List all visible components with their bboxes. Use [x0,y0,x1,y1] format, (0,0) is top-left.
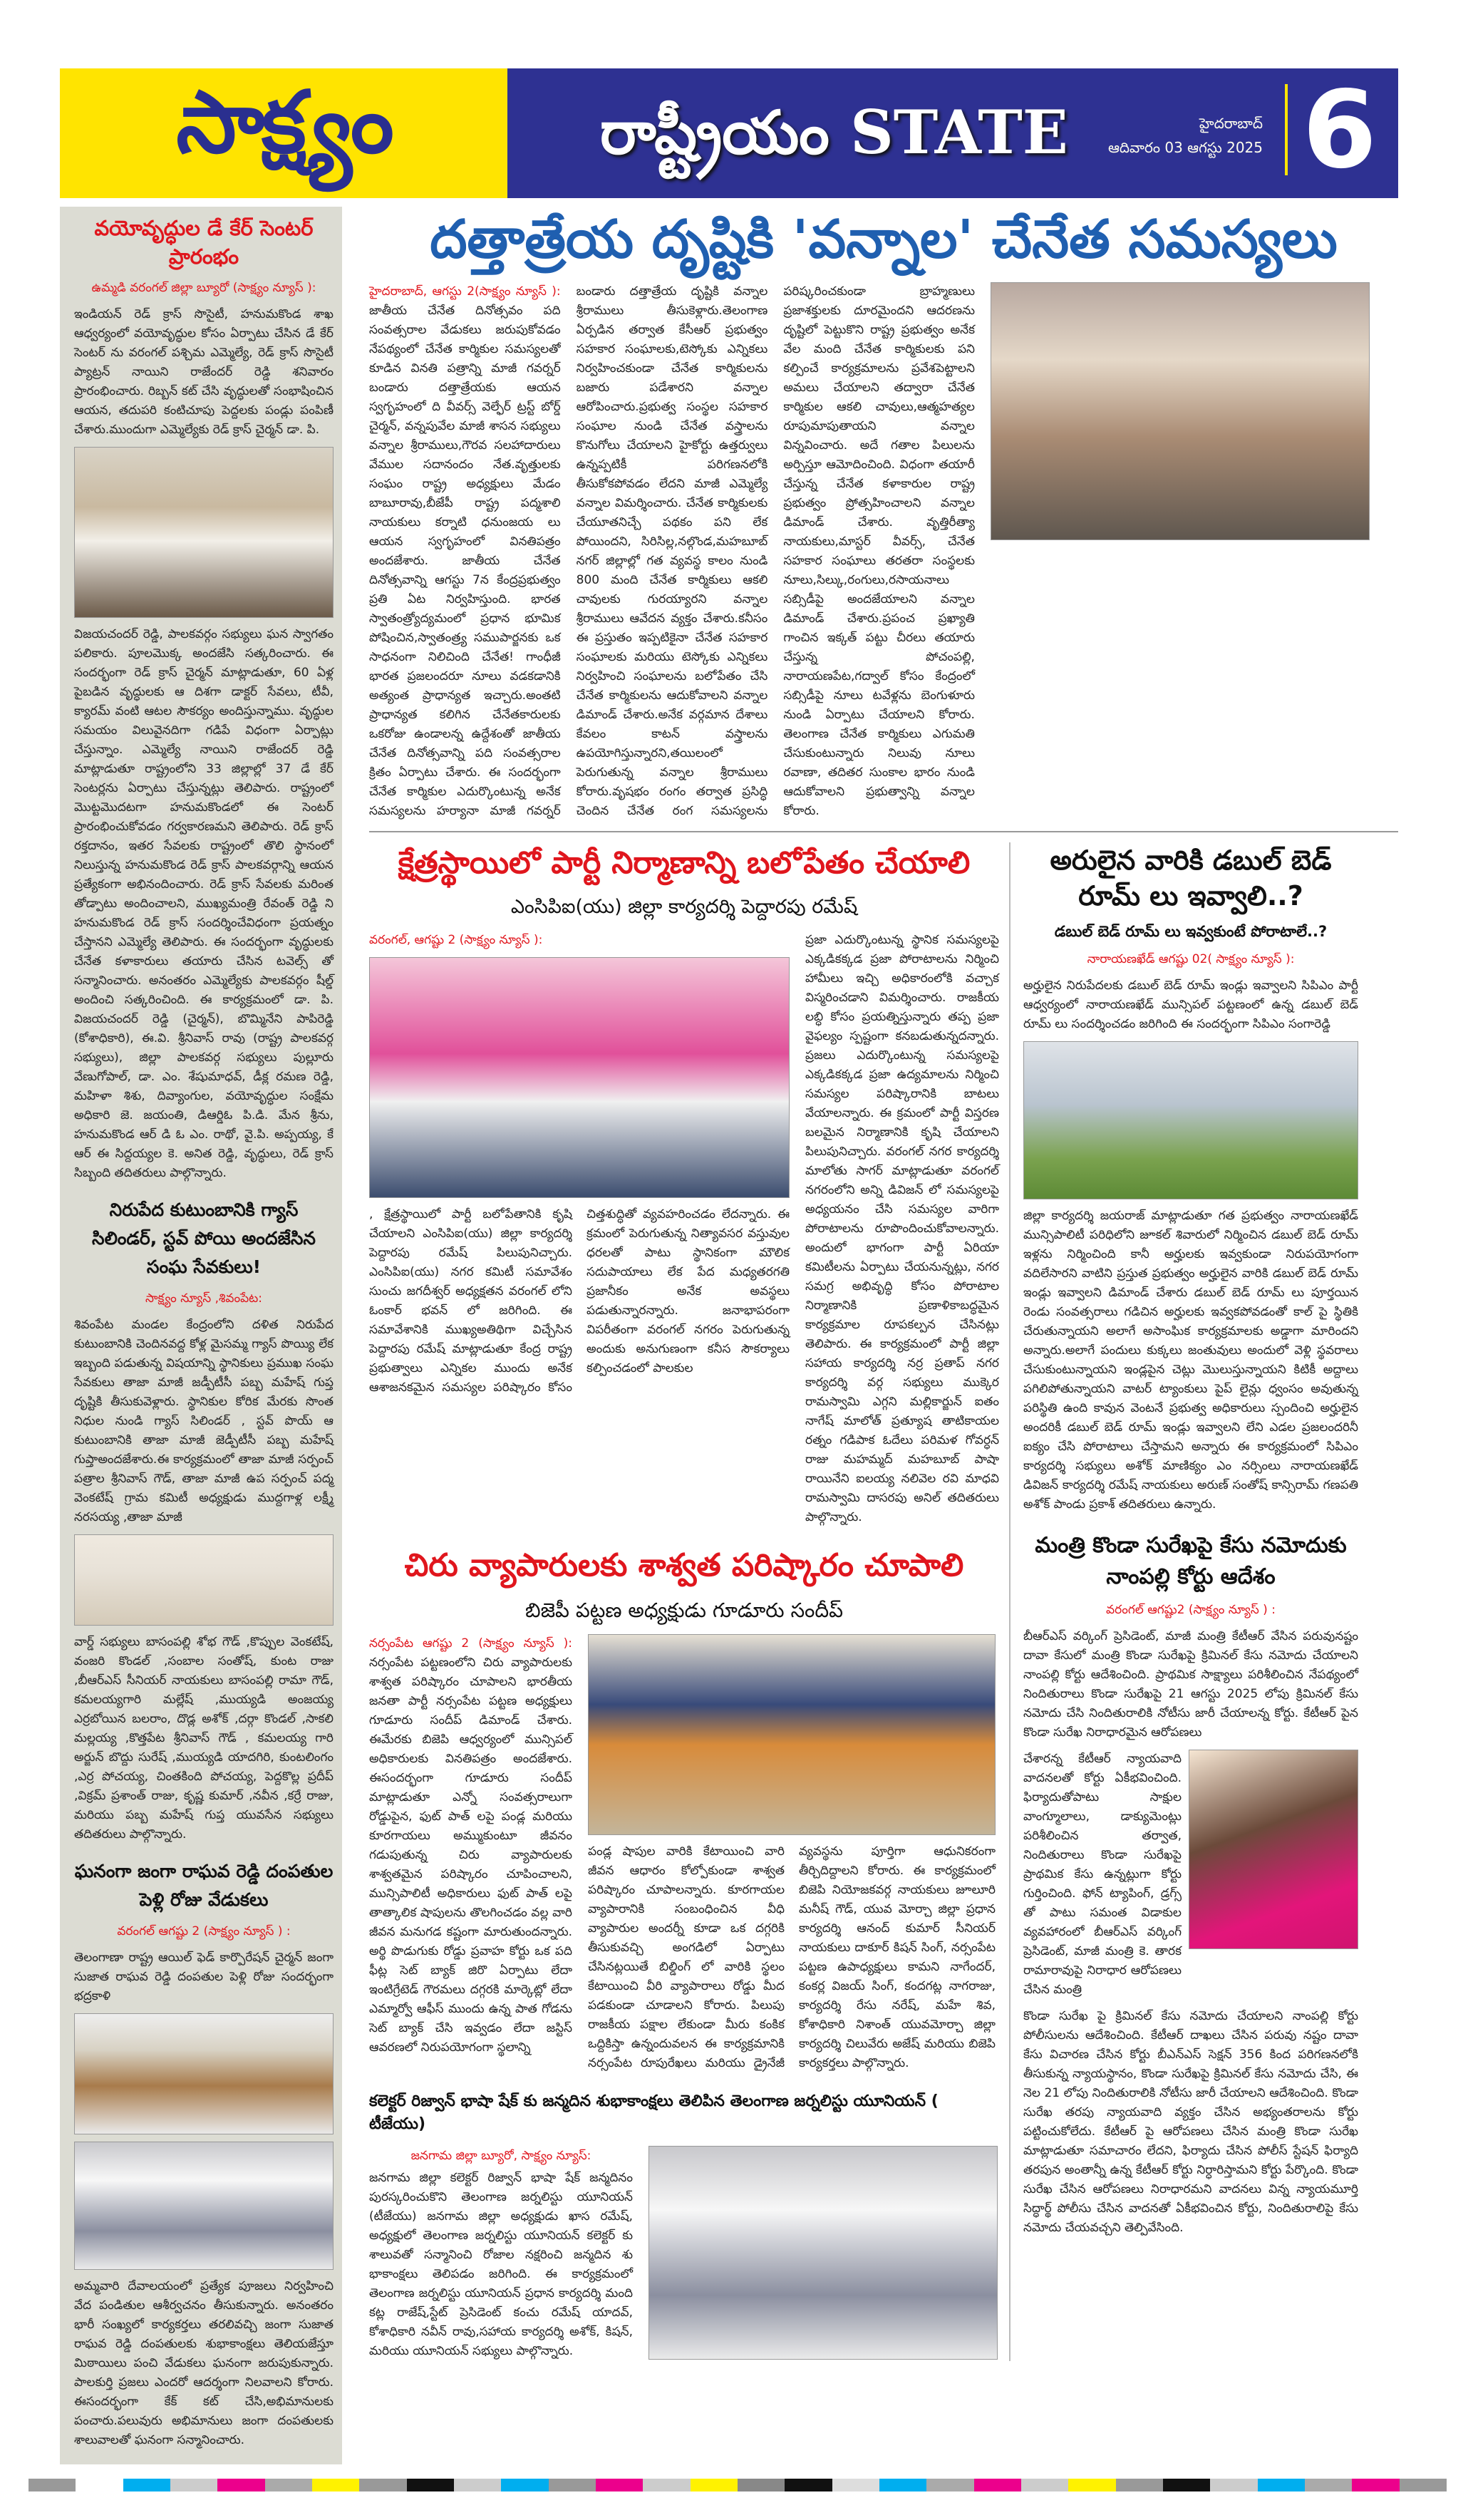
article-body: శివంపేట మండల కేంద్రంలోని దళిత నిరుపేద కుటుంబానికి చెందినవద్ద కోళ్ల మైసమ్మ గ్యాస్ పొయ్యి లేక ఇబ్బంది పడుతున్న విషయాన్ని స్థానికులు ప్రముఖ సంఘ సేవకులు తాజా మాజీ జడ్పీటీసీ పబ్బ మహేష్ గుప్త దృష్టికి తీసుకువెళ్లారు. స్థానికుల కోరిక మేరకు సొంత నిధుల నుండి గ్యాస్ సిలిండర్ , స్టవ్ పొయ్ ఆ కుటుంబానికి తాజా మాజీ జెడ్పీటీసీ పబ్బ మహేష్ గుప్తాఅందజేశారు.ఈ కార్యక్రమంలో తాజా మాజీ సర్పంచ్ పత్రాల శ్రీనివాస్ గౌడ్, తాజా మాజీ ఉప సర్పంచ్ పద్మ వెంకటేష్ గ్రామ కమిటీ అధ్యక్షుడు ముద్దగాళ్ల లక్ష్మీ నరసయ్య ,తాజా మాజీ [74,1318,334,1524]
lead-headline: దత్తాత్రేయ దృష్టికి 'వన్నాల' చేనేత సమస్యలు [430,209,1338,270]
dateline: నర్సంపేట ఆగష్టు 2 (సాక్ష్యం న్యూస్ ): [369,1636,572,1651]
article-byline: జనగామ జిల్లా బ్యూరో, సాక్ష్యం న్యూస్: [410,2149,591,2163]
photo-day-care-inauguration [74,447,334,618]
article-body: వార్డ్ సభ్యులు బాసంపల్లి శోభ గౌడ్ ,కొప్పుల వెంకటేష్, వంజరి కొండల్ ,సంబాల సంతోష్, కుంట రాజు ,బీఆర్ఎస్ సీనియర్ నాయకులు బాసంపల్లి రామా గౌడ్, కమలయ్యగారి మల్లేష్ ,ముయ్యడి అంజయ్య ఎర్రబోయిన బలరాం, దొడ్ల అశోక్ ,దర్గా కొండల్ ,సాకలి మల్లయ్య ,కొత్తపేట శ్రీనివాస్ గౌడ్ , కమలయ్య గారి అర్జున్ బొద్దు సురేష్ ,ముయ్యడి యాదగిరి, కుంటలింగం ,ఎర్ర పోచయ్య, చింతకింది పోచయ్య, పెద్దకొల్ల ప్రదీప్ ,విక్రమ్ ప్రశాంత్ రాజు, కృష్ణ కుమార్ ,నవీన ,కర్రే రాజు, మరియు పబ్బ మహేష్ గుప్త యువసేన సభ్యులు తదితరులు పాల్గొన్నారు. [74,1635,334,1842]
article-body: జిల్లా కార్యదర్శి జయరాజ్ మాట్లాడుతూ గత ప్రభుత్వం నారాయణఖేడ్ మున్సిపాలిటీ పరిధిలోని జూకల్ శివారులో నిర్మించిన డబుల్ బెడ్ రూమ్ ఇళ్లను నిర్మించింది కానీ అర్హులకు ఇవ్వకుండా నిరుపయోగంగా వదిలేసారని వాటిని ప్రస్తుత ప్రభుత్వం అర్హులైన వారికి డబుల్ బెడ్ రూమ్ ఇండ్లు ఇవ్వాలని డిమాండ్ చేశారు డబుల్ బెడ్ రూమ్ లు పూర్తయిన రెండు సంవత్సరాలు గడిచిన అర్హులకు ఇవ్వకపోవడంతో కాల్ పై స్థితికి చేరుతున్నాయని అలాగే అసాంఘిక కార్యక్రమాలకు అడ్డాగా మారిందని అన్నారు.అలాగే పందులు కుక్కలు జంతువులు అందులో వెళ్లి స్థవరాలు చేసుకుంటున్నాయని ఇండ్లపైన చెట్లు మొలుస్తున్నాయని కిటికీ అద్దాలు పగిలిపోతున్నాయని వాటర్ ట్యాంకులు పైప్ లైన్లు ధ్వంసం అవుతున్న పరిస్థితి ఉంది కావున వెంటనే ప్రభుత్వ అధికారులు స్పందించి అర్హులైన అందరికీ డబుల్ బెడ్ రూమ్ ఇండ్లు ఇవ్వాలని లేని ఎడల ప్రజలందరినీ ఐక్యం చేసి పోరాటాలు చేస్తామని అన్నారు ఈ కార్యక్రమంలో సిపిఎం కార్యదర్శి సభ్యులు అశోక్ మాణిక్యం ఎం నర్సింలు నారాయణఖేడ్ డివిజన్ కార్యదర్శి రమేష్ నాయకులు అరుణ్ సంతోష్ కాన్సిరామ్ గణపతి అశోక్ పాండు ప్రకాశ్ తదితరులు ఉన్నారు. [1023,1209,1358,1512]
photo-double-bedroom-visit [1023,1041,1358,1199]
print-registration-bar [29,2479,1447,2491]
divider [369,831,1398,832]
dateline: వరంగల్, ఆగష్టు 2 (సాక్ష్యం న్యూస్ ): [369,933,543,947]
article-headline: ఘనంగా జంగా రాఘవ రెడ్డి దంపతుల పెళ్లి రోజు వేడుకలు [74,1861,334,1910]
lead-body [369,282,975,821]
article-body: కొండా సురేఖ పై క్రిమినల్ కేసు నమోదు చేయాలని నాంపల్లి కోర్టు పోలీసులను ఆదేశించింది. కేటీఆర్ దాఖలు చేసిన పరువు నష్టం దావా కేసు విచారణ చేసిన కోర్టు బీఎన్ఎస్ సెక్షన్ 356 కింద పరిగణనలోకి తీసుకున్న న్యాయస్థానం, కొండా సురేఖపై క్రిమినల్ కేసు నమోదు చేసి, ఈ నెల 21 లోపు నిందితురాలికి నోటీసు జారీ చేయాలని ఆదేశించింది. కొండా సురేఖ తరపు న్యాయవాది వ్యక్తం చేసిన అభ్యంతరాలను కోర్టు పట్టించుకోలేదు. కేటీఆర్ పై ఆరోపణలు చేసిన మంత్రి కొండా సురేఖ మాట్లాడుతూ సమాచారం లేదని, ఫిర్యాదు చేసిన పోలీస్ స్టేషన్ ఫిర్యాది తరపున అంతాన్నీ ఉన్న కేటీఆర్ కోర్టు నిర్ధారిస్తామని కోర్టు పేర్కొంది. కొండా సురేఖ చేసిన ఆరోపణలు నిరాధారమని వాదనలు విన్న న్యాయమూర్తి సిద్ధార్థ్ పోలీసు చేసిన వాదనతో ఏకీభవించిన కోర్టు, నిందితురాలిపై కేసు నమోదు చేయవచ్చని తెల్పివేసింది. [1023,2009,1358,2235]
masthead [60,68,1398,198]
article-body: విజయచందర్ రెడ్డి, పాలకవర్గం సభ్యులు ఘన స్వాగతం పలికారు. పూలమొక్క అందజేసి సత్కరించారు. ఈ సందర్భంగా రెడ్ క్రాస్ చైర్మన్ మాట్లాడుతూ, 60 ఏళ్ల పైబడిన వృద్ధులకు ఆ దిశగా డాక్టర్ సేవలు, టీవీ, క్యారమ్ వంటి ఆటల సౌకర్యం అందిస్తున్నాము. వృద్ధుల సమయం విలువైనదిగా గడిపే విధంగా ఏర్పాట్లు చేస్తున్నాం. ఎమ్మెల్యే నాయిని రాజేందర్ రెడ్డి మాట్లాడుతూ రాష్ట్రంలోని 33 జిల్లాల్లో 37 డే కేర్ సెంటర్లను ఏర్పాటు చేస్తున్నట్లు తెలిపారు. రాష్ట్రంలో మొట్టమొదటగా హనుమకొండలో ఈ సెంటర్ ప్రారంభించుకోవడం గర్వకారణమని తెలిపారు. రెడ్ క్రాస్ రక్తదానం, ఇతర సేవలకు రాష్ట్రంలో తొలి స్థానంలో నిలుస్తున్న హనుమకొండ రెడ్ క్రాస్ పాలకవర్గాన్ని ఆయన ప్రత్యేకంగా అభినందించారు. రెడ్ క్రాస్ సేవలకు మరింత తోడ్పాటు అందించాలని, ముఖ్యమంత్రి రేవంత్ రెడ్డి ని హనుమకొండ రెడ్ క్రాస్ సందర్శించేవిధంగా ప్రయత్నం చేస్తానని ఎమ్మెల్యే తెలిపారు. ఈ సందర్భంగా వృద్ధులకు చేనేత కళాకారులు తయారు చేసిన టవెల్స్ తో సన్మానించారు. అనంతరం ఎమ్మెల్యేకు పాలకవర్గం షీల్డ్ అందించి సత్కరించింది. ఈ కార్యక్రమంలో డా. పి. విజయచందర్ రెడ్డి (చైర్మన్), బొమ్మినేని పాపిరెడ్డి (కోశాధికారి), ఈ.వి. శ్రీనివాస్ రావు (రాష్ట్ర పాలకవర్గ సభ్యులు), జిల్లా పాలకవర్గ సభ్యులు పుల్లూరు వేణుగోపాల్, డా. ఎం. శేషుమాధవ్, డీక్ల రమణ రెడ్డి, మహిళా శిశు, దివ్యాంగుల, వయోవృద్ధుల సంక్షేమ అధికారి జె. జయంతి, డిఆర్డిఓ పి.డి. మేన శ్రీను, హనుమకొండ ఆర్ డి ఓ ఎం. రాథో, వై.పి. అప్పయ్య, కే ఆర్ ఈ సిద్దయ్యల కె. అనిత రెడ్డి, వృద్ధులు, రెడ్ క్రాస్ సిబ్బంది తదితరులు పాల్గొన్నారు. [74,627,334,1180]
article-text: నర్సంపేట పట్టణంలోని చిరు వ్యాపారులకు శాశ్వత పరిష్కారం చూపాలని భారతీయ జనతా పార్టీ నర్సంపేట పట్టణ అధ్యక్షులు గూడూరు సందీప్ డిమాండ్ చేశారు. ఈమేరకు బిజెపి ఆధ్వర్యంలో మున్సిపల్ అధికారులకు వినతిపత్రం అందజేశారు. ఈసందర్భంగా గూడూరు సందీప్ మాట్లాడుతూ ఎన్నో సంవత్సరాలుగా రోడ్డుపైన, ఫుట్ పాత్ లపై పండ్ల మరియు కూరగాయలు అమ్ముకుంటూ జీవనం గడుపుతున్న చిరు వ్యాపారులకు శాశ్వతమైన పరిష్కారం చూపించాలని, మున్సిపాలిటీ అధికారులు ఫుట్ పాత్ లపై తాత్కాలిక షాపులను తొలగించడం వల్ల వారి జీవన మనుగడ కష్టంగా మారుతుందన్నారు. అర్థి పొడుగుకు రోడ్డు ప్రవాహ కోర్టు ఒక పది ఫీట్ల సెట్ బ్యాక్ జిరొ ఏర్పాటు లేదా ఇంటిగ్రేటెడ్ గౌరమలు దగ్గరకి మార్కెట్లో లేదా ఎమ్మార్వో ఆఫీస్ ముందు ఉన్న పాత గోడను సెట్ బ్యాక్ చేసి ఇవ్వడం లేదా జస్టిస్ ఆవరణలో నిరుపయోగంగా స్థలాన్ని [369,1656,572,2055]
photo-gas-cylinder-donation [74,1534,334,1626]
party-article [369,931,999,1527]
article-body: , క్షేత్రస్థాయిలో పార్టీ బలోపేతానికి కృషి చేయాలని ఎంసిపిఐ(యు) జిల్లా కార్యదర్శి పెద్దారపు రమేష్ పిలుపునిచ్చారు. ఎంసిపిఐ(యు) నగర కమిటీ సమావేశం సుంచు జగదీశ్వర్ అధ్యక్షతన వరంగల్ లోని ఓంకార్ భవన్ లో జరిగింది. ఈ సమావేశానికి ముఖ్యఅతిథిగా విచ్చేసిన పెద్దారపు రమేష్ మాట్లాడుతూ కేంద్ర రాష్ట్ర ప్రభుత్వాలు ఎన్నికల ముందు అనేక ఆశాజనకమైన సమస్యల పరిష్కారం కోసం చిత్తశుద్ధితో వ్యవహరించడం లేదన్నారు. ఈ క్రమంలో పెరుగుతున్న నిత్యావసర వస్తువుల ధరలతో పాటు స్థానికంగా మౌలిక సదుపాయాలు లేక పేద మధ్యతరగతి ప్రజానీకం అనేక అవస్థలు పడుతున్నారన్నారు. జనాభాపరంగా విపరీతంగా వరంగల్ నగరం పెరుగుతున్న అందుకు అనుగుణంగా కనీస సౌకర్యాలు కల్పించడంలో పాలకుల [369,1207,790,1395]
article-body: జనగామ జిల్లా కలెక్టర్ రిజ్వాన్ భాషా షేక్ జన్మదినం పురస్కరించుకొని తెలంగాణ జర్నలిస్టు యూనియన్ (టీజేయు) జనగామ జిల్లా అధ్యక్షుడు ఖాస రమేష్, అధ్యక్షులో తెలంగాణ జర్నలిస్టు యూనియన్ కలెక్టర్ కు శాలువతో సన్మానించి రోజాల నక్షరించి జన్మదిన శు భాకాంక్షలు తెలిపడం జరిగింది. ఈ కార్యక్రమంలో తెలంగాణ జర్నలిస్టు యూనియన్ ప్రధాన కార్యదర్శి మంది కట్ల రాజేష్,స్టేట్ ప్రెసిడెంట్ కంచు రమేష్ యాదవ్, కోశాధికారి నవీన్ రావు,సహాయ కార్యదర్శి అశోక్, కిషన్, మరియు యూనియన్ సభ్యులు పాల్గొన్నారు. [369,2171,633,2358]
article-byline: వరంగల్ ఆగష్టు 2 (సాక్ష్యం న్యూస్ ) : [117,1924,291,1938]
logo-text: సాక్ష్యం [176,73,391,172]
article-headline: చిరు వ్యాపారులకు శాశ్వత పరిష్కారం చూపాలి [404,1547,964,1584]
article-headline: మంత్రి కొండా సురేఖపై కేసు నమోదుకు నాంపల్లి కోర్టు ఆదేశం [1035,1533,1347,1589]
masthead-logo [60,68,507,198]
photo-memorandum-dattatreya [991,282,1370,540]
edition-info [1108,111,1263,160]
page-body [60,207,1398,2464]
separator [1285,84,1288,175]
article-byline: వరంగల్ ఆగష్టు2 (సాక్ష్యం న్యూస్ ) : [1106,1603,1276,1617]
article-body: చేశారన్న కేటీఆర్ న్యాయవాది వాదనలతో కోర్టు ఏకీభవించింది. ఫిర్యాదుతోపాటు సాక్షుల వాంగ్మూలాలు, డాక్యుమెంట్లు పరిశీలించిన తర్వాత, నిందితురాలు కొండా సురేఖపై ప్రాథమిక కేసు ఉన్నట్లుగా కోర్టు గుర్తించింది. ఫోన్ ట్యాపింగ్, డ్రగ్స్ తో పాటు సమంత విడాకుల వ్యవహారంలో బీఆర్ఎస్ వర్కింగ్ ప్రెసిడెంట్, మాజీ మంత్రి కె. తారక రామారావుపై నిరాధార ఆరోపణలు చేసిన మంత్రి [1023,1752,1182,1997]
article-headline: వయోవృద్ధుల డే కేర్ సెంటర్ ప్రారంభం [94,216,314,269]
collector-text [369,2146,633,2361]
article-byline: నారాయణఖేడ్ ఆగష్టు 02( సాక్ష్యం న్యూస్ ): [1087,952,1295,966]
party-left [369,931,790,1398]
article-subhead: బిజెపీ పట్టణ అధ్యక్షుడు గూడూరు సందీప్ [525,1599,843,1622]
article-body: అర్హులైన నిరుపేదలకు డబుల్ బెడ్ రూమ్ ఇండ్లు ఇవ్వాలని సిపిఎం పార్టీ ఆధ్వర్యంలో నారాయణఖేడ్ మున్సిపల్ పట్టణంలో ఉన్న డబుల్ బెడ్ రూమ్ లు సందర్శించడం జరిగింది ఈ సందర్భంగా సిపిఎం సంగారెడ్డి [1023,978,1358,1031]
section-band [507,68,1398,198]
article-body: అమ్మవారి దేవాలయంలో ప్రత్యేక పూజలు నిర్వహించి వేద పండితుల ఆశీర్వచనం తీసుకున్నారు. అనంతరం భారీ సంఖ్యలో కార్యకర్తలు తరలివచ్చి జంగా సుజాత రాఘవ రెడ్డి దంపతులకు శుభాకాంక్షలు తెలియజేస్తూ మిఠాయిలు పంచి వేడుకలు ఘనంగా జరుపుకున్నారు. పాలకుర్తి ప్రజలు ఎందరో ఆదర్శంగా నిలవాలని కోరారు. ఈసందర్భంగా కేక్ కట్ చేసి,అభిమానులకు పంచారు.పలువురు అభిమానులు జంగా దంపతులకు శాలువాలతో ఘనంగా సన్మానించారు. [74,2279,334,2447]
article-body: పండ్ల షాపుల వారికి కేటాయించి వారి జీవన ఆధారం కోల్పోకుండా శాశ్వత పరిష్కారం చూపాలన్నారు. కూరగాయల వ్యాపారానికి సంబంధించిన వీధి వ్యాపారుల అందర్నీ కూడా ఒక దగ్గరికి తీసుకువచ్చి అంగడిలో ఏర్పాటు చేసినట్లయితే బిల్డింగ్ లో వారికి స్థలం కేటాయించి వీరి వ్యాపారాలు రోడ్డు మీద పడకుండా చూడాలని కోరారు. పిలుపు రాజకీయ పక్షాల లేకుండా మీరు కంకిక ఒద్దికిస్తా ఉన్నందువలన ఈ కార్యక్రమానికి నర్సంపేట రూపురేఖలు మరియు డ్రైనేజీ వ్యవస్థను పూర్తిగా ఆధునికరంగా తీర్చిదిద్దాలని కోరారు. ఈ కార్యక్రమంలో బిజెపి నియోజకవర్గ నాయకులు జూలూరి మనీష్ గౌడ్, యువ మోర్చా జిల్లా ప్రధాన కార్యదర్శి ఆనంద్ కుమార్ సీనియర్ నాయకులు దాకూర్ కిషన్ సింగ్, నర్సంపేట పట్టణ ఉపాధ్యక్షులు కామని నాగేందర్, కంకర్ల విజయ్ సింగ్, కందగట్ల నాగరాజు, కార్యదర్శి రేసు నరేష్, మహే శివ, కోశాధికారి నిశాంత్ యువమోర్చా జిల్లా కార్యదర్శి చిలువేరు అజేష్ మరియు బిజెపి కార్యకర్తలు పాల్గొన్నారు. [588,1844,996,2070]
edition-city: హైదరాబాద్ [1199,115,1263,132]
photo-anniversary-2 [74,2142,334,2270]
main-area [356,207,1398,2361]
page-number: 6 [1302,68,1377,192]
article-byline: సాక్ష్యం న్యూస్ ,శివంపేట: [145,1291,263,1306]
lead-body-text: జాతీయ చేనేత దినోత్సవం పది సంవత్సరాల వేడుకలు జరుపుకోవడం నేపథ్యంలో చేనేత కార్మికుల సమస్యలతో కూడిన వినతి పత్రాన్ని మాజీ గవర్నర్ బండారు దత్తాత్రేయకు ఆయన స్వగృహంలో ది వీవర్స్ వెల్ఫేర్ ట్రస్ట్ బోర్డ్ చైర్మన్, వన్నపువేల మాజీ శాసన సభ్యులు వన్నాల శ్రీరాములు,గౌరవ సలహాదారులు వేముల సదానందం నేత.వృత్తులకు సంఘం రాష్ట్ర అధ్యక్షులు మేడం బాబూరావు,బీజేపీ రాష్ట్ర పద్మశాలి నాయకులు కర్నాటి ధనుంజయ లు ఆయన స్వగృహంలో వినతిపత్రం అందజేశారు. జాతీయ చేనేత దినోత్సవాన్ని ఆగస్టు 7న కేంద్రప్రభుత్వం ప్రతి ఏట నిర్వహిస్తుంది. భారత స్వాతంత్ర్యోద్యమంలో ప్రధాన భూమిక పోషించిన,స్వాతంత్ర్య సముపార్జనకు ఒక సాధనంగా నిలిచింది చేనేత! గాంధీజీ భారత ప్రజలందరూ నూలు వడకడానికి అత్యంత ప్రాధాన్యత ఇచ్చారు.అంతటి ప్రాధాన్యత కలిగిన చేనేతకారులకు ఒకరోజు ఉండాలన్న ఉద్దేశంతో జాతీయ చేనేత దినోత్సవాన్ని పది సంవత్సరాల క్రితం ఏర్పాటు చేశారు. ఈ సందర్భంగా చేనేత కార్మికుల ఎదుర్కొంటున్న అనేక సమస్యలను హర్యానా మాజీ గవర్నర్ బండారు దత్తాత్రేయ దృష్టికి వన్నాల శ్రీరాములు తీసుకెళ్లారు.తెలంగాణ ఏర్పడిన తర్వాత కేసీఆర్ ప్రభుత్వం సహకార సంఘాలకు,టెస్కోకు ఎన్నికలు నిర్వహించకుండా చేనేత కార్మికులను బజారు పడేశారని వన్నాల ఆరోపించారు.ప్రభుత్వ సంస్థల సహకార సంఘాల నుండి చేనేత వస్త్రాలను కొనుగోలు చేయాలని హైకోర్టు ఉత్తర్వులు ఉన్నప్పటికీ పరిగణనలోకి తీసుకోకపోవడం లేదని మాజీ ఎమ్మెల్యే వన్నాల విమర్శించారు. చేనేత కార్మికులకు చేయూతనిచ్చే పథకం పని లేక పోయిందని, సిరిసిల్ల,నల్గొండ,మహబూబ్ నగర్ జిల్లాల్లో గత వ్యవస్థ కాలం నుండి 800 మంది చేనేత కార్మికులు ఆకలి చావులకు గురయ్యారని వన్నాల శ్రీరాములు ఆవేదన వ్యక్తం చేశారు.కనీసం ఈ ప్రస్తుతం ఇప్పటికైనా చేనేత సహకార సంఘాలకు మరియు టెస్కోకు ఎన్నికలు నిర్వహించి సంఘాలను బలోపేతం చేసి చేనేత కార్మికులను ఆదుకోవాలని వన్నాల డిమాండ్ చేశారు.అనేక వర్గమాన దేశాలు కేవలం కాటన్ వస్త్రాలను ఉపయోగిస్తున్నారని,తయిలంలో పెరుగుతున్న వన్నాల శ్రీరాములు కోరారు.వృషభం రంగం తర్వాత ప్రసిద్ధి చెందిన చేనేత రంగ సమస్యలను పరిష్కరించకుండా బ్రాహ్మణులు ప్రజాశక్తులకు దూరమైందని ఆదరణను దృష్టిలో పెట్టుకొని రాష్ట్ర ప్రభుత్వం అనేక వేల మంది చేనేత కార్మికులకు పని కల్పించే కార్యక్రమాలను ప్రవేశపెట్టాలని అమలు చేయాలని తద్వారా చేనేత కార్మికుల ఆకలి చావులు,ఆత్మహత్యల రూపుమాపుతాయని వన్నాల విన్నవించారు. అదే గతాల పిలులను అర్పిస్తూ ఆమోదించింది. విధంగా తయారీ చేస్తున్న చేనేత కళాకారుల రాష్ట్ర ప్రభుత్వం ప్రోత్సహించాలని వన్నాల డిమాండ్ చేశారు. వృత్తిరీత్యా నాయకులు,మాస్టర్ వీవర్స్, చేనేత సహకార సంఘాలు తరతరా సంస్థలకు నూలు,సిల్కు,రంగులు,రసాయనాలు సబ్సిడీపై అందజేయాలని వన్నాల డిమాండ్ చేశారు.ప్రపంచ ప్రఖ్యాతి గాంచిన ఇక్కత్ పట్టు చీరలు తయారు చేస్తున్న పోచంపల్లి, నారాయణపేట,గద్వాల్ కోసం కేంద్రంలో సబ్సిడీపై నూలు టవేళ్లను బెంగుళూరు నుండి ఏర్పాటు చేయాలని కోరారు. తెలంగాణ చేనేత కార్మికులు ఎగుమతి చేసుకుంటున్నారు నిలువు నూలు రవాణా, తదితర సుంకాల భారం నుండి ఆదుకోవాలని ప్రభుత్వాన్ని వన్నాల కోరారు. [369,284,975,818]
right-column [1023,842,1358,2238]
photo-minister-konda-surekha [1189,1750,1358,1949]
middle-column [369,842,1011,2361]
article-body: ప్రజా ఎదుర్కొంటున్న స్థానిక సమస్యలపై ఎక్కడికక్కడ ప్రజా పోరాటాలను నిర్మించి హామీలు ఇచ్చి అధికారంలోకి వచ్చాక విస్మరించడాని విమర్శించారు. రాజకీయ లబ్ధి కోసం ప్రయత్నిస్తున్నారు తప్ప ప్రజా వైఫల్యం స్పష్టంగా కనబడుతున్నదన్నారు. ప్రజలు ఎదుర్కొంటున్న సమస్యలపై ఎక్కడికక్కడ ప్రజా ఉద్యమాలను నిర్మించి సమస్యల పరిష్కారానికి బాటలు వేయాలన్నారు. ఈ క్రమంలో పార్టీ విస్తరణ బలమైన నిర్మాణానికి కృషి చేయాలని పిలుపునిచ్చారు. వరంగల్ నగర కార్యదర్శి మాలోతు సాగర్ మాట్లాడుతూ వరంగల్ నగరంలోని అన్ని డివిజన్ లో సమస్యలపై అధ్యయనం చేసి సమస్యల వారిగా పోరాటాలను రూపొందించుకోవాలన్నారు. అందులో భాగంగా పార్టీ ఏరియా కమిటీలను ఏర్పాటు చేయనున్నట్లు, నగర సమగ్ర అభివృద్ధి కోసం పోరాటాల నిర్మాణానికి ప్రణాళికాబద్ధమైన కార్యక్రమాల రూపకల్పన చేసినట్లు తెలిపారు. ఈ కార్యక్రమంలో పార్టీ జిల్లా సహాయ కార్యదర్శి నర్ర ప్రతాప్ నగర కార్యదర్శి వర్గ సభ్యులు ముక్కెర రామస్వామి ఎగ్గని మల్లికార్జున్ ఐతం నాగేష్ మాలోత్ ప్రత్యూష తాటికాయల రత్నం గడిపాక ఓదేలు పరిమళ గోవర్ధన్ రాజు మహమ్మద్ మహబూబ్ పాషా రాయినేని ఐలయ్య నలివెల రవి మాధవి రామస్వామి దాసరపు అనిల్ తదితరులు పాల్గొన్నారు. [805,933,999,1524]
article-headline: అరులైన వారికి డబుల్ బెడ్ రూమ్ లు ఇవ్వాలి..? [1050,845,1332,912]
section-title: రాష్ట్రీయం STATE [600,97,1068,167]
photo-party-meeting [369,957,790,1198]
photo-bjp-memorandum [588,1634,996,1835]
photo-collector-birthday [648,2146,998,2360]
edition-date: ఆదివారం 03 ఆగస్టు 2025 [1107,139,1263,156]
article-headline: నిరుపేద కుటుంబానికి గ్యాస్ సిలిండర్, స్టవ్ పోయి అందజేసిన సంఘ సేవకులు! [92,1199,316,1277]
article-byline: ఉమ్మడి వరంగల్ జిల్లా బ్యూరో (సాక్ష్యం న్యూస్ ): [91,281,316,295]
dateline: హైదరాబాద్, ఆగస్టు 2(సాక్ష్యం న్యూస్ ): [369,284,561,299]
article-headline: క్షేత్రస్థాయిలో పార్టీ నిర్మాణాన్ని బలోపేతం చేయాలి [398,845,971,881]
article-body [369,1634,572,2057]
lead-story [369,282,1398,821]
small-traders-right [588,1634,996,2073]
photo-anniversary-1 [74,2013,334,2134]
article-body: ఇండియన్ రెడ్ క్రాస్ సొసైటీ, హనుమకొండ శాఖ ఆధ్వర్యంలో వయోవృద్ధుల కోసం ఏర్పాటు చేసిన డే కేర్ సెంటర్ ను వరంగల్ పశ్చిమ ఎమ్మెల్యే, రెడ్ క్రాస్ సొసైటీ ప్యాట్రన్ నాయిని రాజేందర్ రెడ్డి శనివారం ప్రారంభించారు. రిబ్బన్ కట్ చేసి వృద్ధులతో సంభాషించిన ఆయన, తదుపరి కంటిచూపు పెద్దలకు పండ్లు పంపిణీ చేశారు.ముందుగా ఎమ్మెల్యేకు రెడ్ క్రాస్ చైర్మన్ డా. పి. [74,307,334,437]
article-headline: కలెక్టర్ రిజ్వాన్ భాషా షేక్ కు జన్మదిన శుభాకాంక్షలు తెలిపిన తెలంగాణ జర్నలిస్టు యూనియన్ ( టీజేయు) [369,2092,939,2133]
lower-section [369,842,1398,2361]
article-subhead: డబుల్ బెడ్ రూమ్ లు ఇవ్వకుంటే పోరాటాలే..? [1054,923,1328,940]
article-body: తెలంగాణా రాష్ట్ర ఆయిల్ ఫెడ్ కార్పొరేషన్ చైర్మన్ జంగా సుజాత రాఘవ రెడ్డి దంపతుల పెళ్లి రోజు సందర్భంగా భద్రకాళి [74,1951,334,2003]
article-body: బీఆర్ఎస్ వర్కింగ్ ప్రెసిడెంట్, మాజీ మంత్రి కేటీఆర్ వేసిన పరువునష్టం దావా కేసులో మంత్రి కొండా సురేఖపై క్రిమినల్ కేసు నమోదు చేయాలని నాంపల్లి కోర్టు ఆదేశించింది. ప్రాథమిక సాక్ష్యాలు పరిశీలించిన నేపథ్యంలో నిందితురాలు కొండా సురేఖపై 21 ఆగస్టు 2025 లోపు క్రిమినల్ కేసు నమోదు చేసి నిందితురాలికి నోటీసు జారీ చేయాలన్న కోర్టు. కేటీఆర్ పైన కొండా సురేఖ నిరాధారమైన ఆరోపణలు [1023,1629,1358,1740]
small-traders-article [369,1634,999,2073]
article-subhead: ఎంసిపిఐ(యు) జిల్లా కార్యదర్శి పెద్దారపు రమేష్ [510,896,858,918]
left-column [60,207,342,2464]
konda-middle [1023,1750,1358,2000]
collector-article [369,2146,999,2361]
